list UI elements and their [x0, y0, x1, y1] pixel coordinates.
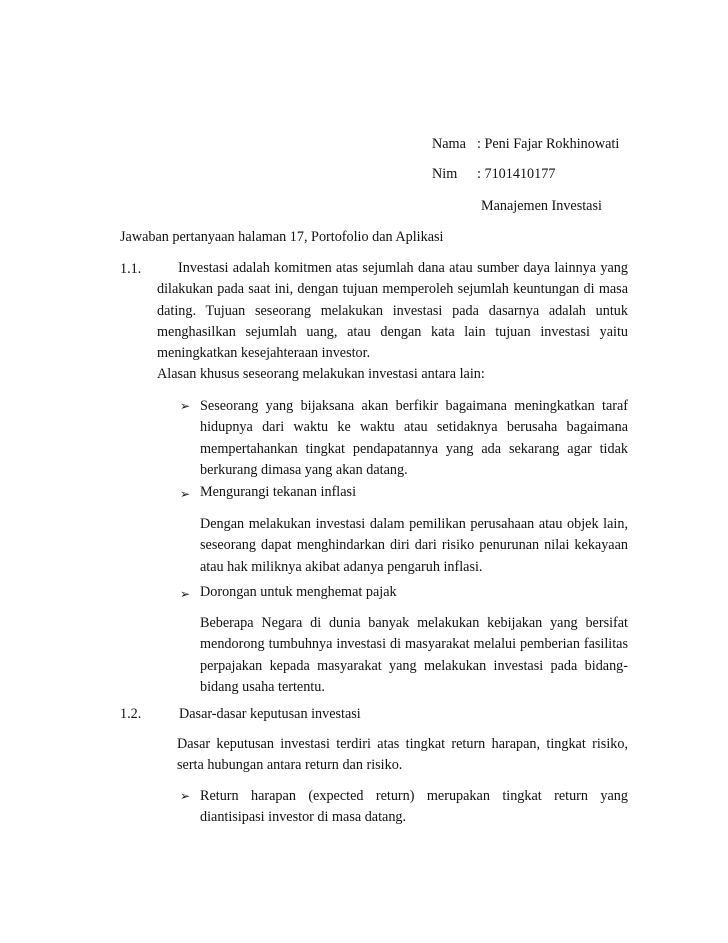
- nama-label: Nama: [432, 136, 466, 152]
- nim-label: Nim: [432, 166, 458, 182]
- section-number-1-2: 1.2.: [120, 706, 142, 722]
- section-1-2-paragraph: Dasar keputusan investasi terdiri atas tingkat return harapan, tingkat risiko, serta hubungan antara return dan risiko.: [177, 736, 628, 774]
- alasan-intro: Alasan khusus seseorang melakukan investasi antara lain:: [157, 366, 485, 382]
- bullet-item-3-paragraph: Beberapa Negara di dunia banyak melakukan kebijakan yang bersifat mendorong tumbuhnya investasi di masyarakat melalui pemberian fasilitas perpajakan kepada masyarakat yang melakukan investasi pada bidang-bidang usaha tertentu.: [200, 615, 628, 695]
- section-1-2-bullet-1: Return harapan (expected return) merupakan tingkat return yang diantisipasi investor di masa datang.: [200, 788, 628, 826]
- course-name: Manajemen Investasi: [481, 198, 602, 214]
- bullet-item-2: Mengurangi tekanan inflasi: [200, 484, 357, 500]
- arrow-bullet-icon: ➢: [180, 587, 191, 601]
- bullet-item-1: Seseorang yang bijaksana akan berfikir bagaimana meningkatkan taraf hidupnya dari waktu ke waktu atau setidaknya berusaha bagaimana mempertahankan tingkat pendapatannya yang ada sekarang agar tidak berkurang dimasa yang akan datang.: [200, 398, 628, 478]
- arrow-bullet-icon: ➢: [180, 789, 191, 803]
- nim-value: : 7101410177: [477, 166, 556, 182]
- section-1-2-heading: Dasar-dasar keputusan investasi: [179, 706, 361, 722]
- section-number-1-1: 1.1.: [120, 261, 142, 277]
- arrow-bullet-icon: ➢: [180, 487, 191, 501]
- bullet-item-3: Dorongan untuk menghemat pajak: [200, 584, 397, 600]
- bullet-item-2-paragraph: Dengan melakukan investasi dalam pemilikan perusahaan atau objek lain, seseorang dapat menghindarkan diri dari risiko penurunan nilai kekayaan atau hak miliknya akibat adanya pengaruh inflasi.: [200, 516, 628, 575]
- nama-value: : Peni Fajar Rokhinowati: [477, 136, 620, 152]
- section-1-1-paragraph: Investasi adalah komitmen atas sejumlah dana atau sumber daya lainnya yang dilakukan pada saat ini, dengan tujuan memperoleh sejumlah keuntungan di masa dating. Tujuan seseorang melakukan investasi pada dasarnya adalah untuk menghasilkan sejumlah uang, atau dengan kata lain tujuan investasi yaitu meningkatkan kesejahteraan investor.: [157, 260, 628, 362]
- arrow-bullet-icon: ➢: [180, 399, 191, 413]
- page-title: Jawaban pertanyaan halaman 17, Portofolio dan Aplikasi: [120, 229, 444, 245]
